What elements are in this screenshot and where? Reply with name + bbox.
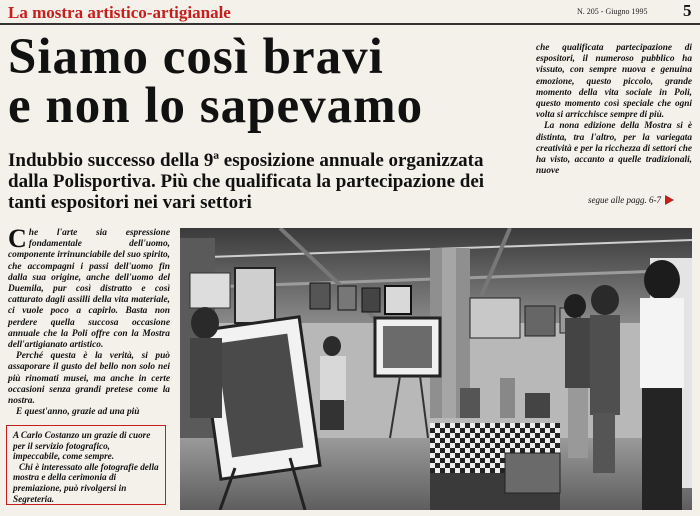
arrow-right-icon	[665, 195, 674, 205]
credits-box	[6, 425, 166, 505]
issue-info: N. 205 - Giugno 1995	[577, 7, 648, 16]
right-column	[536, 43, 692, 177]
body-column	[8, 224, 170, 418]
credits-paragraph: Chi è interessato alle fotografie della mostra e della cerimonia di premiazione, può rivolgersi in Segreteria.	[13, 461, 159, 504]
dropcap: C	[8, 224, 27, 253]
body-paragraph	[8, 224, 170, 351]
body-paragraph-text: he l'arte sia espressione fondamentale dell'uomo, componente irrinunciabile del suo spirito, che accompagni i passi dell'uomo fin dalla sua origine, anche dell'uomo del Duemila, pur così distratto e così catturato dagli assilli della vita materiale, ci vuole poco a capirlo. Basta non perdere quella succosa occasione annuale che la Poli offre con la Mostra dell'artigianato artistico.	[8, 228, 170, 351]
subheadline: Indubbio successo della 9ª esposizione annuale organizzata dalla Polisportiva. Più che qualificata la partecipazione dei tanti espositori nei vari settori	[8, 150, 485, 213]
credits-paragraph: A Carlo Costanzo un grazie di cuore per il servizio fotografico, impeccabile, come sempre.	[13, 430, 151, 462]
right-paragraph: che qualificata partecipazione di espositori, il numeroso pubblico ha vissuto, con sempre nuova e genuina emozione, questo piccolo, grande momento della vita sociale in Poli, questo momento così speciale che ogni volta si arricchisce sempre di più.	[536, 43, 692, 121]
top-rule	[0, 23, 700, 25]
continue-text: segue alle pagg. 6-7	[588, 195, 661, 205]
exhibition-photo	[180, 228, 692, 510]
right-paragraph: La nona edizione della Mostra si è distinta, tra l'altro, per la variegata creatività e per la ricchezza di settori che ha visto, accanto a quelle tradizionali, nuove	[536, 121, 692, 177]
headline-line-2: e non lo sapevamo	[8, 78, 424, 134]
page-number: 5	[683, 1, 692, 20]
continue-link[interactable]	[588, 195, 674, 205]
headline-line-1: Siamo così bravi	[8, 29, 384, 85]
body-paragraph: Perché questa è la verità, si può assaporare il gusto del bello non solo nei più rinomati musei, ma anche in certe occasioni senza grandi pretese come la nostra.	[8, 351, 170, 407]
headline	[8, 29, 518, 134]
body-paragraph: E quest'anno, grazie ad una più	[16, 407, 140, 418]
section-title: La mostra artistico-artigianale	[8, 3, 231, 22]
